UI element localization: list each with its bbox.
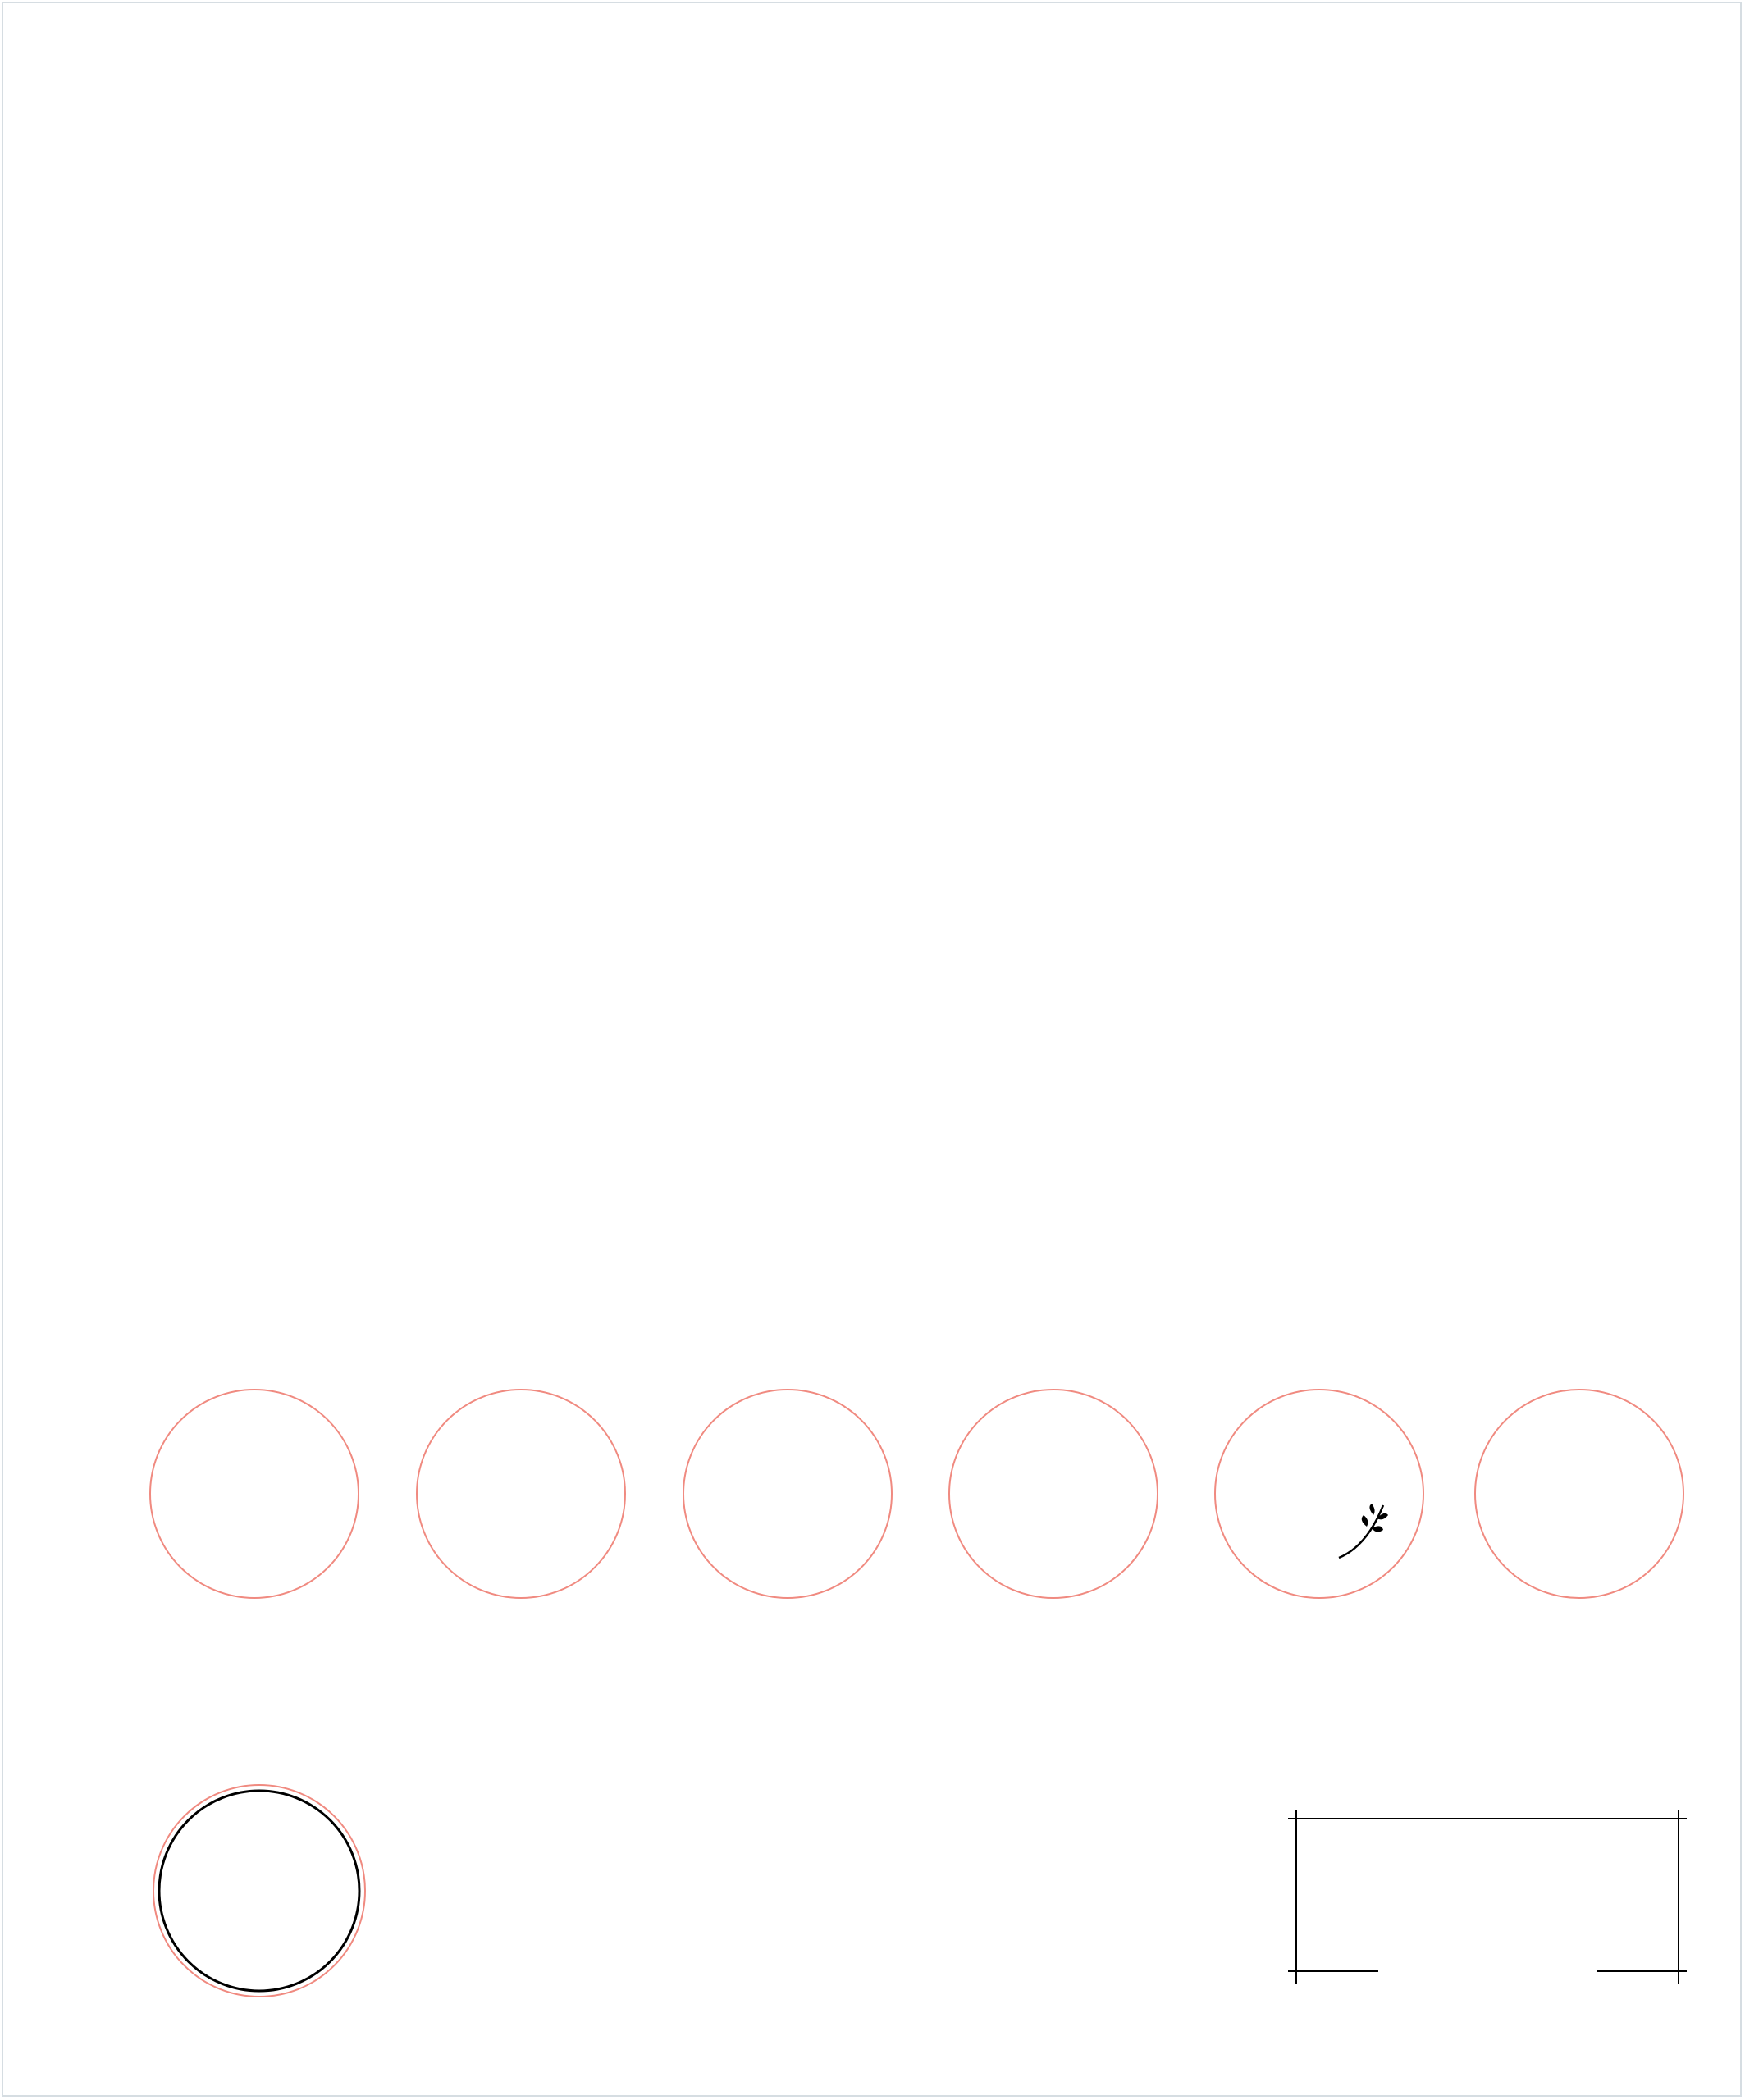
flower-of-life-medal[interactable] [151,1783,368,1999]
logo-frame [1288,1810,1687,1984]
medal-26[interactable] [1214,1389,1424,1599]
branch-icon [1334,1497,1396,1563]
medal-27[interactable] [1474,1389,1684,1599]
medal-25[interactable] [948,1389,1158,1599]
medal-24[interactable] [683,1389,893,1599]
medal-23[interactable] [416,1389,626,1599]
medal-22[interactable] [149,1389,359,1599]
